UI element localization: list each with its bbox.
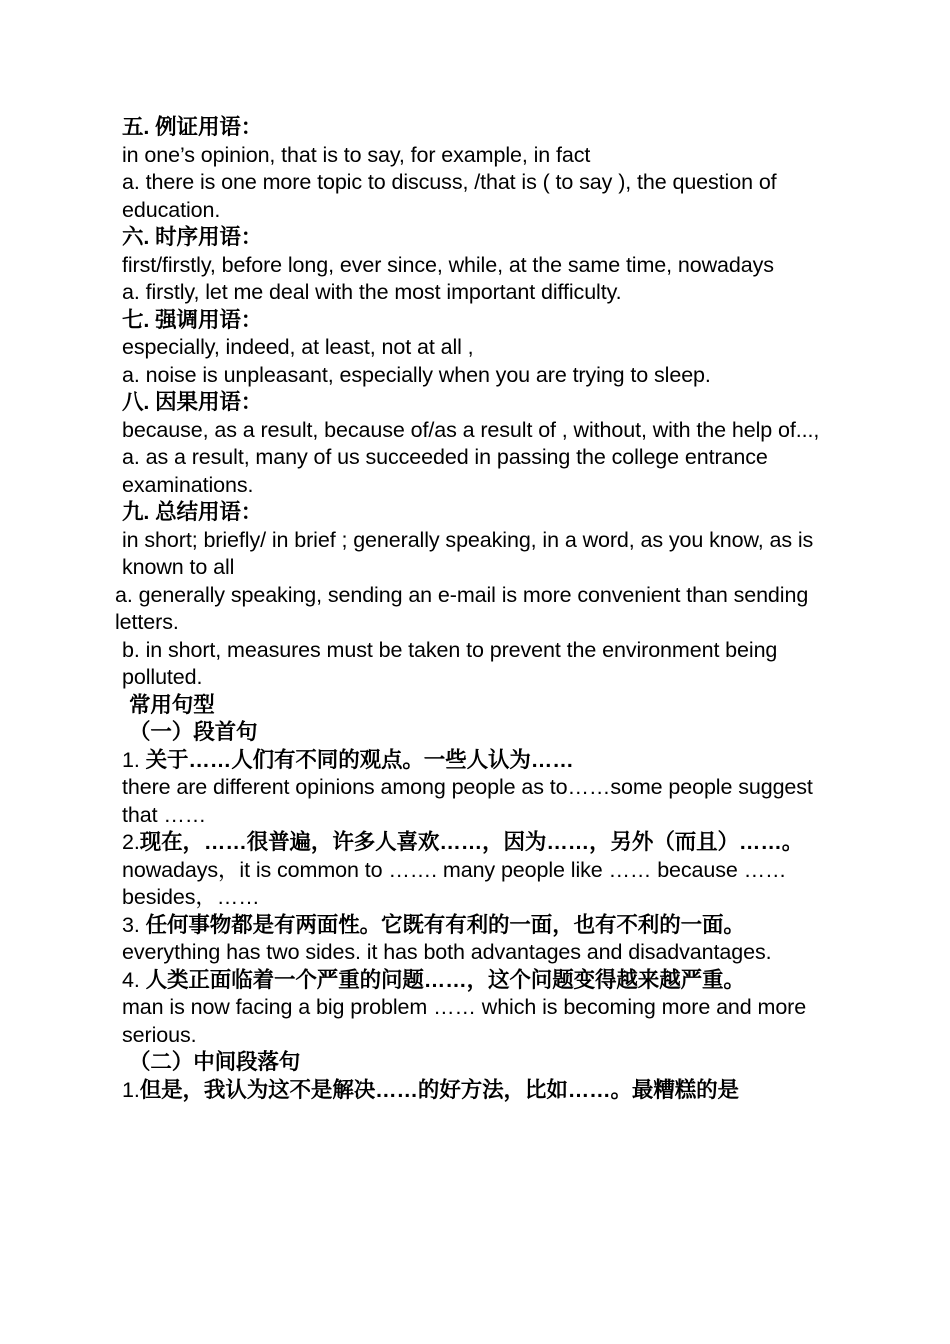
pattern-chinese: 现在，……很普遍，许多人喜欢……，因为……，另外（而且）……。 (139, 830, 804, 854)
section-heading: 九. 总结用语： (122, 500, 263, 524)
pattern-chinese: 但是，我认为这不是解决……的好方法，比如……。最糟糕的是 (139, 1077, 739, 1102)
pattern-chinese: 人类正面临着一个严重的问题……，这个问题变得越来越严重。 (145, 967, 745, 992)
section-example: a. there is one more topic to discuss, /that is ( to say ), the question of education. (122, 170, 777, 222)
pattern-en: everything has two sides. it has both advantages and disadvantages. (122, 940, 772, 964)
document-page (115, 114, 840, 1104)
section-text: because, as a result, because of/as a result of , without, with the help of..., (122, 417, 820, 442)
pattern-cn (115, 967, 840, 995)
section-example: a. firstly, let me deal with the most important difficulty. (122, 280, 622, 304)
part-title: （二）中间段落句 (129, 1050, 301, 1074)
section-heading: 六. 时序用语： (122, 225, 263, 249)
pattern-number: 1. (122, 747, 146, 772)
section-heading: 八. 因果用语： (122, 390, 263, 414)
pattern-chinese: 任何事物都是有两面性。它既有有利的一面，也有不利的一面。 (145, 912, 745, 937)
pattern-number: 4. (122, 967, 146, 992)
pattern-number: 1. (122, 1077, 140, 1102)
pattern-number: 3. (122, 912, 146, 937)
section-heading: 五. 例证用语： (122, 115, 263, 139)
section-text: first/firstly, before long, ever since, while, at the same time, nowadays (122, 252, 774, 277)
patterns-title: 常用句型 (129, 692, 215, 717)
section-heading: 七. 强调用语： (122, 307, 263, 332)
pattern-cn (115, 912, 840, 940)
section-example: a. generally speaking, sending an e-mail is more convenient than sending letters. (115, 582, 809, 634)
section-text: in short; briefly/ in brief ; generally speaking, in a word, as you know, as is known to all (122, 527, 814, 579)
pattern-cn (115, 829, 840, 857)
pattern-cn (115, 747, 840, 775)
section-example: b. in short, measures must be taken to prevent the environment being polluted. (122, 637, 778, 689)
section-example: a. as a result, many of us succeeded in passing the college entrance examinations. (122, 445, 768, 497)
section-text: in one’s opinion, that is to say, for example, in fact (122, 142, 591, 167)
pattern-en: there are different opinions among people as to……some people suggest that …… (122, 775, 813, 827)
section-text: especially, indeed, at least, not at all , (122, 335, 474, 359)
pattern-number: 2. (122, 830, 140, 854)
pattern-en: man is now facing a big problem …… which is becoming more and more serious. (122, 995, 807, 1047)
pattern-cn (115, 1077, 840, 1105)
pattern-chinese: 关于……人们有不同的观点。一些人认为…… (145, 747, 574, 772)
pattern-en: nowadays，it is common to ……. many people like …… because …… besides，…… (122, 857, 787, 909)
section-example: a. noise is unpleasant, especially when you are trying to sleep. (122, 362, 711, 387)
part-title: （一）段首句 (129, 720, 258, 744)
